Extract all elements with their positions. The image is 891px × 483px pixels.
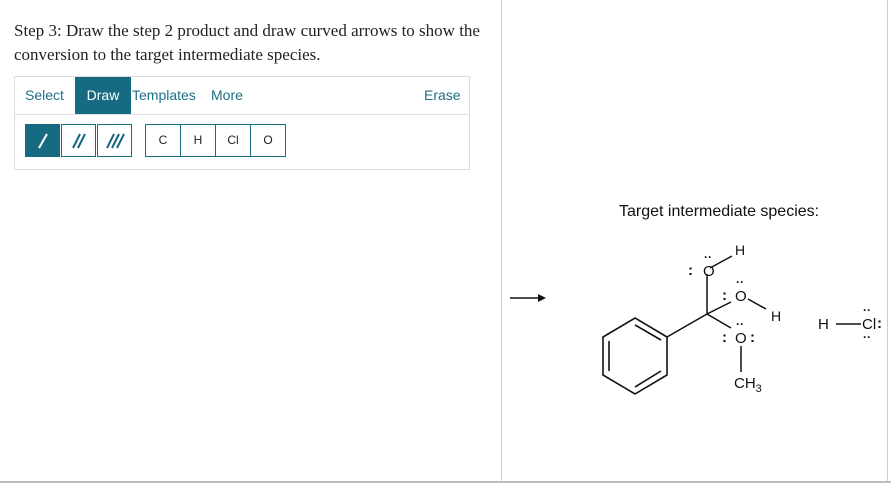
- lone-pair-dots: :: [688, 262, 693, 279]
- editor-tabbar: [15, 77, 469, 115]
- atom-o-button[interactable]: O: [250, 124, 286, 157]
- atom-cl-button[interactable]: Cl: [215, 124, 251, 157]
- hcl-h-label: H: [818, 316, 829, 333]
- molecule-editor[interactable]: [14, 76, 470, 170]
- right-border: [887, 0, 888, 483]
- benzene-ring: [603, 318, 667, 394]
- methoxy-o-label: O: [735, 330, 747, 347]
- panel-divider: [501, 0, 502, 483]
- single-bond-tool[interactable]: [25, 124, 60, 157]
- lone-pair-dots: :: [722, 329, 727, 346]
- question-prompt: Step 3: Draw the step 2 product and draw curved arrows to show the conversion to the target intermediate species.: [14, 21, 480, 64]
- tab-draw[interactable]: Draw: [75, 77, 131, 114]
- tab-select[interactable]: Select: [25, 87, 64, 103]
- target-title: Target intermediate species:: [619, 203, 820, 220]
- carbonyl-o-label: O: [703, 263, 715, 280]
- tab-more[interactable]: More: [211, 87, 243, 103]
- hcl-cl-label: Cl: [862, 316, 877, 333]
- lone-pair-dots: :: [877, 315, 882, 332]
- reaction-arrow-icon: [510, 288, 546, 308]
- lone-pair-dots: ··: [863, 330, 871, 344]
- tab-templates[interactable]: Templates: [132, 87, 196, 103]
- lone-pair-dots: ··: [736, 317, 744, 331]
- erase-button[interactable]: Erase: [424, 87, 461, 103]
- lone-pair-dots: ··: [736, 275, 744, 289]
- methyl-label: $CH_3$: [734, 375, 762, 395]
- bonds: [667, 256, 861, 372]
- atom-h-button[interactable]: H: [180, 124, 216, 157]
- h-top-label: H: [735, 242, 746, 258]
- oxonium-o-label: O: [735, 288, 747, 305]
- lone-pair-dots: :: [722, 287, 727, 304]
- lone-pair-dots: ··: [704, 250, 712, 264]
- double-bond-icon: [69, 131, 89, 151]
- lone-pair-dots: ··: [863, 303, 871, 317]
- triple-bond-icon: [104, 131, 126, 151]
- double-bond-tool[interactable]: [61, 124, 96, 157]
- triple-bond-tool[interactable]: [97, 124, 132, 157]
- target-structure: [585, 230, 885, 400]
- atom-c-button[interactable]: C: [145, 124, 181, 157]
- h-right-label: H: [771, 308, 782, 324]
- single-bond-icon: [33, 131, 53, 151]
- lone-pair-dots: :: [750, 329, 755, 346]
